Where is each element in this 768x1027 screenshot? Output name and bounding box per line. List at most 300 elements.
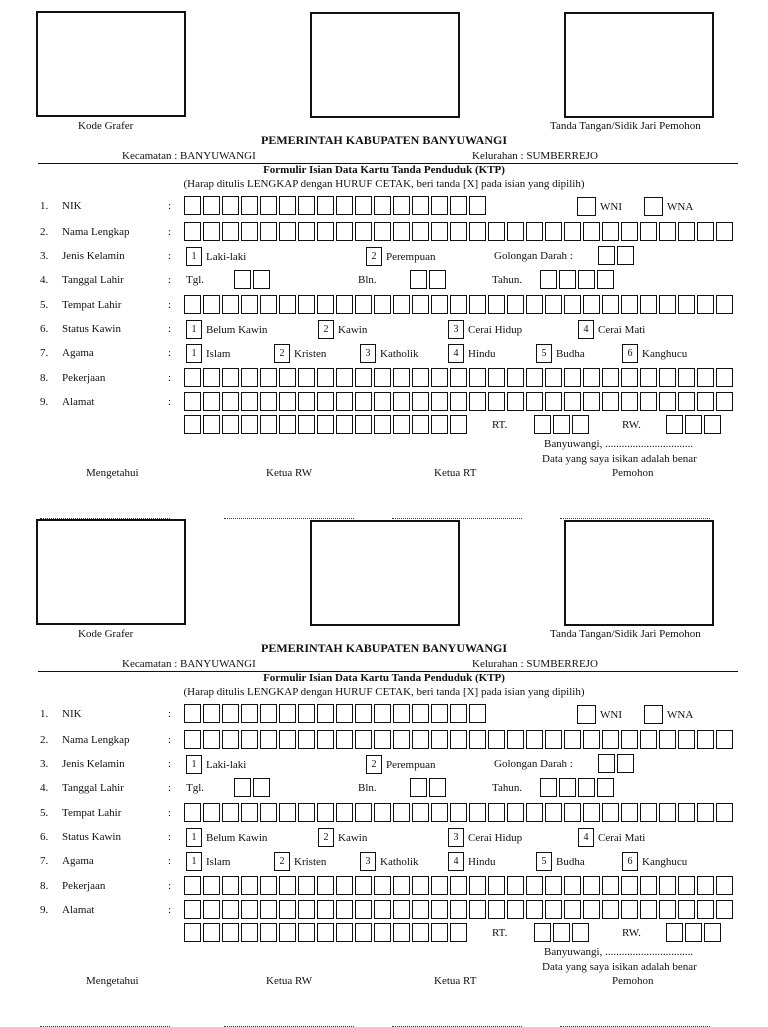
char-box[interactable] [253, 778, 270, 797]
char-box[interactable] [450, 415, 467, 434]
char-box[interactable] [184, 392, 201, 411]
char-box[interactable] [412, 196, 429, 215]
char-box[interactable] [393, 368, 410, 387]
char-box[interactable] [678, 900, 695, 919]
char-box[interactable] [260, 730, 277, 749]
char-box[interactable] [298, 368, 315, 387]
char-box[interactable] [540, 270, 557, 289]
status-option[interactable] [578, 320, 645, 339]
char-box[interactable] [534, 415, 551, 434]
char-box[interactable] [583, 295, 600, 314]
char-box[interactable] [431, 295, 448, 314]
char-box[interactable] [241, 803, 258, 822]
char-box[interactable] [716, 876, 733, 895]
char-box[interactable] [336, 803, 353, 822]
char-box[interactable] [222, 730, 239, 749]
char-box[interactable] [704, 923, 721, 942]
char-box[interactable] [678, 368, 695, 387]
char-box[interactable] [279, 730, 296, 749]
char-box[interactable] [507, 222, 524, 241]
char-box[interactable] [469, 196, 486, 215]
char-box[interactable] [336, 876, 353, 895]
nama-input[interactable] [184, 222, 735, 241]
char-box[interactable] [298, 196, 315, 215]
char-box[interactable] [602, 876, 619, 895]
char-box[interactable] [279, 392, 296, 411]
status-option[interactable] [186, 320, 267, 339]
char-box[interactable] [507, 876, 524, 895]
char-box[interactable] [553, 415, 570, 434]
char-box[interactable] [488, 392, 505, 411]
char-box[interactable] [184, 876, 201, 895]
char-box[interactable] [602, 295, 619, 314]
char-box[interactable] [640, 368, 657, 387]
perempuan-checkbox[interactable]: 2 [366, 247, 382, 266]
char-box[interactable] [488, 730, 505, 749]
char-box[interactable] [697, 392, 714, 411]
char-box[interactable] [659, 803, 676, 822]
char-box[interactable] [697, 900, 714, 919]
char-box[interactable] [279, 704, 296, 723]
char-box[interactable] [279, 876, 296, 895]
char-box[interactable] [412, 923, 429, 942]
wna-checkbox[interactable] [644, 705, 663, 724]
char-box[interactable] [431, 876, 448, 895]
char-box[interactable] [393, 923, 410, 942]
char-box[interactable] [203, 196, 220, 215]
char-box[interactable] [260, 900, 277, 919]
nik-input[interactable] [184, 196, 488, 215]
wni-option[interactable] [577, 197, 622, 216]
char-box[interactable] [336, 415, 353, 434]
char-box[interactable] [564, 368, 581, 387]
agama-option[interactable] [536, 344, 585, 363]
char-box[interactable] [526, 876, 543, 895]
char-box[interactable] [317, 295, 334, 314]
char-box[interactable] [621, 392, 638, 411]
agama-option[interactable] [622, 344, 687, 363]
char-box[interactable] [602, 392, 619, 411]
char-box[interactable] [678, 295, 695, 314]
laki-laki-option[interactable] [186, 755, 246, 774]
char-box[interactable] [597, 270, 614, 289]
char-box[interactable] [666, 923, 683, 942]
char-box[interactable] [697, 295, 714, 314]
agama-option[interactable] [186, 344, 230, 363]
char-box[interactable] [553, 923, 570, 942]
char-box[interactable] [412, 295, 429, 314]
char-box[interactable] [564, 876, 581, 895]
char-box[interactable] [621, 803, 638, 822]
char-box[interactable] [260, 295, 277, 314]
char-box[interactable] [540, 778, 557, 797]
char-box[interactable] [260, 368, 277, 387]
char-box[interactable] [222, 923, 239, 942]
char-box[interactable] [279, 415, 296, 434]
char-box[interactable] [602, 900, 619, 919]
agama-checkbox[interactable]: 3 [360, 344, 376, 363]
char-box[interactable] [583, 803, 600, 822]
char-box[interactable] [678, 876, 695, 895]
char-box[interactable] [450, 222, 467, 241]
char-box[interactable] [602, 222, 619, 241]
char-box[interactable] [678, 222, 695, 241]
status-option[interactable] [318, 828, 367, 847]
char-box[interactable] [336, 900, 353, 919]
char-box[interactable] [564, 295, 581, 314]
wna-option[interactable] [644, 197, 693, 216]
agama-option[interactable] [274, 344, 326, 363]
char-box[interactable] [241, 876, 258, 895]
pekerjaan-input[interactable] [184, 876, 735, 895]
char-box[interactable] [241, 730, 258, 749]
char-box[interactable] [317, 415, 334, 434]
char-box[interactable] [583, 876, 600, 895]
char-box[interactable] [716, 368, 733, 387]
agama-checkbox[interactable]: 6 [622, 344, 638, 363]
char-box[interactable] [450, 923, 467, 942]
char-box[interactable] [355, 704, 372, 723]
char-box[interactable] [659, 730, 676, 749]
char-box[interactable] [393, 222, 410, 241]
laki-laki-checkbox[interactable]: 1 [186, 247, 202, 266]
agama-option[interactable] [274, 852, 326, 871]
char-box[interactable] [469, 222, 486, 241]
status-checkbox[interactable]: 2 [318, 828, 334, 847]
char-box[interactable] [469, 803, 486, 822]
status-checkbox[interactable]: 1 [186, 828, 202, 847]
char-box[interactable] [279, 196, 296, 215]
char-box[interactable] [279, 803, 296, 822]
rt-input[interactable] [534, 415, 591, 434]
char-box[interactable] [260, 222, 277, 241]
char-box[interactable] [355, 876, 372, 895]
char-box[interactable] [184, 295, 201, 314]
tahun-input[interactable] [540, 778, 616, 797]
char-box[interactable] [583, 368, 600, 387]
wna-checkbox[interactable] [644, 197, 663, 216]
char-box[interactable] [640, 730, 657, 749]
char-box[interactable] [685, 415, 702, 434]
char-box[interactable] [431, 900, 448, 919]
char-box[interactable] [697, 222, 714, 241]
char-box[interactable] [431, 923, 448, 942]
char-box[interactable] [222, 415, 239, 434]
char-box[interactable] [222, 900, 239, 919]
alamat-input-line1[interactable] [184, 900, 735, 919]
rt-input[interactable] [534, 923, 591, 942]
char-box[interactable] [597, 778, 614, 797]
char-box[interactable] [355, 392, 372, 411]
char-box[interactable] [222, 876, 239, 895]
char-box[interactable] [469, 368, 486, 387]
char-box[interactable] [697, 368, 714, 387]
char-box[interactable] [412, 415, 429, 434]
char-box[interactable] [450, 876, 467, 895]
char-box[interactable] [545, 368, 562, 387]
char-box[interactable] [317, 923, 334, 942]
status-option[interactable] [186, 828, 267, 847]
char-box[interactable] [393, 415, 410, 434]
tahun-input[interactable] [540, 270, 616, 289]
char-box[interactable] [374, 730, 391, 749]
char-box[interactable] [184, 704, 201, 723]
char-box[interactable] [412, 222, 429, 241]
char-box[interactable] [298, 392, 315, 411]
char-box[interactable] [412, 900, 429, 919]
char-box[interactable] [374, 415, 391, 434]
alamat-input-line2[interactable] [184, 415, 469, 434]
char-box[interactable] [374, 222, 391, 241]
char-box[interactable] [184, 803, 201, 822]
char-box[interactable] [374, 196, 391, 215]
char-box[interactable] [393, 876, 410, 895]
char-box[interactable] [469, 392, 486, 411]
char-box[interactable] [234, 778, 251, 797]
wni-checkbox[interactable] [577, 197, 596, 216]
char-box[interactable] [621, 876, 638, 895]
agama-option[interactable] [186, 852, 230, 871]
agama-option[interactable] [448, 852, 496, 871]
agama-option[interactable] [448, 344, 496, 363]
char-box[interactable] [559, 778, 576, 797]
char-box[interactable] [393, 730, 410, 749]
char-box[interactable] [412, 803, 429, 822]
char-box[interactable] [450, 704, 467, 723]
char-box[interactable] [640, 392, 657, 411]
char-box[interactable] [298, 415, 315, 434]
char-box[interactable] [203, 923, 220, 942]
char-box[interactable] [716, 900, 733, 919]
char-box[interactable] [507, 803, 524, 822]
char-box[interactable] [222, 196, 239, 215]
agama-checkbox[interactable]: 5 [536, 852, 552, 871]
char-box[interactable] [355, 368, 372, 387]
char-box[interactable] [241, 295, 258, 314]
golongan-darah-input[interactable] [598, 246, 636, 265]
char-box[interactable] [253, 270, 270, 289]
char-box[interactable] [621, 222, 638, 241]
char-box[interactable] [355, 222, 372, 241]
char-box[interactable] [431, 704, 448, 723]
char-box[interactable] [317, 876, 334, 895]
char-box[interactable] [393, 196, 410, 215]
char-box[interactable] [704, 415, 721, 434]
char-box[interactable] [317, 900, 334, 919]
bln-input[interactable] [410, 778, 448, 797]
char-box[interactable] [317, 392, 334, 411]
char-box[interactable] [260, 415, 277, 434]
char-box[interactable] [640, 803, 657, 822]
agama-checkbox[interactable]: 4 [448, 852, 464, 871]
char-box[interactable] [602, 803, 619, 822]
char-box[interactable] [393, 803, 410, 822]
char-box[interactable] [241, 196, 258, 215]
char-box[interactable] [583, 392, 600, 411]
agama-checkbox[interactable]: 3 [360, 852, 376, 871]
char-box[interactable] [260, 876, 277, 895]
rw-input[interactable] [666, 415, 723, 434]
char-box[interactable] [410, 270, 427, 289]
char-box[interactable] [336, 730, 353, 749]
char-box[interactable] [260, 923, 277, 942]
char-box[interactable] [583, 730, 600, 749]
char-box[interactable] [678, 392, 695, 411]
char-box[interactable] [545, 803, 562, 822]
status-checkbox[interactable]: 3 [448, 828, 464, 847]
char-box[interactable] [298, 900, 315, 919]
char-box[interactable] [203, 730, 220, 749]
char-box[interactable] [621, 295, 638, 314]
rw-input[interactable] [666, 923, 723, 942]
agama-option[interactable] [360, 852, 419, 871]
char-box[interactable] [374, 704, 391, 723]
status-checkbox[interactable]: 4 [578, 828, 594, 847]
nik-input[interactable] [184, 704, 488, 723]
char-box[interactable] [431, 803, 448, 822]
char-box[interactable] [429, 270, 446, 289]
char-box[interactable] [336, 295, 353, 314]
wna-option[interactable] [644, 705, 693, 724]
char-box[interactable] [393, 704, 410, 723]
char-box[interactable] [298, 704, 315, 723]
agama-checkbox[interactable]: 2 [274, 852, 290, 871]
char-box[interactable] [184, 222, 201, 241]
char-box[interactable] [602, 730, 619, 749]
char-box[interactable] [640, 876, 657, 895]
char-box[interactable] [469, 295, 486, 314]
char-box[interactable] [317, 803, 334, 822]
char-box[interactable] [222, 704, 239, 723]
char-box[interactable] [203, 295, 220, 314]
laki-laki-option[interactable] [186, 247, 246, 266]
alamat-input-line1[interactable] [184, 392, 735, 411]
char-box[interactable] [355, 295, 372, 314]
status-checkbox[interactable]: 3 [448, 320, 464, 339]
perempuan-option[interactable] [366, 247, 435, 266]
char-box[interactable] [412, 730, 429, 749]
char-box[interactable] [222, 222, 239, 241]
tempat-lahir-input[interactable] [184, 295, 735, 314]
char-box[interactable] [564, 730, 581, 749]
char-box[interactable] [279, 923, 296, 942]
agama-checkbox[interactable]: 6 [622, 852, 638, 871]
char-box[interactable] [431, 196, 448, 215]
char-box[interactable] [526, 730, 543, 749]
char-box[interactable] [203, 368, 220, 387]
char-box[interactable] [374, 803, 391, 822]
char-box[interactable] [526, 392, 543, 411]
agama-option[interactable] [622, 852, 687, 871]
char-box[interactable] [678, 803, 695, 822]
char-box[interactable] [234, 270, 251, 289]
char-box[interactable] [545, 392, 562, 411]
agama-checkbox[interactable]: 5 [536, 344, 552, 363]
char-box[interactable] [336, 368, 353, 387]
char-box[interactable] [526, 900, 543, 919]
char-box[interactable] [526, 368, 543, 387]
char-box[interactable] [184, 196, 201, 215]
char-box[interactable] [659, 222, 676, 241]
char-box[interactable] [412, 392, 429, 411]
char-box[interactable] [572, 923, 589, 942]
char-box[interactable] [716, 295, 733, 314]
agama-option[interactable] [536, 852, 585, 871]
char-box[interactable] [617, 754, 634, 773]
char-box[interactable] [412, 876, 429, 895]
char-box[interactable] [241, 704, 258, 723]
char-box[interactable] [431, 368, 448, 387]
char-box[interactable] [203, 876, 220, 895]
char-box[interactable] [545, 222, 562, 241]
bln-input[interactable] [410, 270, 448, 289]
char-box[interactable] [572, 415, 589, 434]
char-box[interactable] [279, 368, 296, 387]
char-box[interactable] [374, 368, 391, 387]
char-box[interactable] [450, 900, 467, 919]
char-box[interactable] [526, 222, 543, 241]
char-box[interactable] [203, 222, 220, 241]
char-box[interactable] [564, 803, 581, 822]
char-box[interactable] [298, 923, 315, 942]
char-box[interactable] [659, 368, 676, 387]
laki-laki-checkbox[interactable]: 1 [186, 755, 202, 774]
char-box[interactable] [666, 415, 683, 434]
char-box[interactable] [564, 900, 581, 919]
status-checkbox[interactable]: 4 [578, 320, 594, 339]
char-box[interactable] [488, 295, 505, 314]
char-box[interactable] [374, 923, 391, 942]
char-box[interactable] [203, 704, 220, 723]
char-box[interactable] [336, 222, 353, 241]
char-box[interactable] [469, 730, 486, 749]
agama-option[interactable] [360, 344, 419, 363]
char-box[interactable] [298, 295, 315, 314]
char-box[interactable] [260, 704, 277, 723]
char-box[interactable] [431, 730, 448, 749]
char-box[interactable] [184, 368, 201, 387]
char-box[interactable] [222, 295, 239, 314]
char-box[interactable] [298, 222, 315, 241]
char-box[interactable] [374, 295, 391, 314]
perempuan-option[interactable] [366, 755, 435, 774]
char-box[interactable] [640, 295, 657, 314]
char-box[interactable] [298, 876, 315, 895]
char-box[interactable] [279, 295, 296, 314]
char-box[interactable] [534, 923, 551, 942]
char-box[interactable] [526, 295, 543, 314]
char-box[interactable] [298, 803, 315, 822]
char-box[interactable] [507, 900, 524, 919]
char-box[interactable] [659, 900, 676, 919]
agama-checkbox[interactable]: 1 [186, 852, 202, 871]
char-box[interactable] [241, 368, 258, 387]
char-box[interactable] [429, 778, 446, 797]
status-option[interactable] [448, 828, 522, 847]
char-box[interactable] [564, 222, 581, 241]
char-box[interactable] [241, 415, 258, 434]
status-checkbox[interactable]: 1 [186, 320, 202, 339]
status-option[interactable] [578, 828, 645, 847]
char-box[interactable] [260, 392, 277, 411]
char-box[interactable] [602, 368, 619, 387]
char-box[interactable] [260, 196, 277, 215]
char-box[interactable] [507, 730, 524, 749]
char-box[interactable] [355, 196, 372, 215]
char-box[interactable] [336, 704, 353, 723]
wni-checkbox[interactable] [577, 705, 596, 724]
char-box[interactable] [640, 222, 657, 241]
